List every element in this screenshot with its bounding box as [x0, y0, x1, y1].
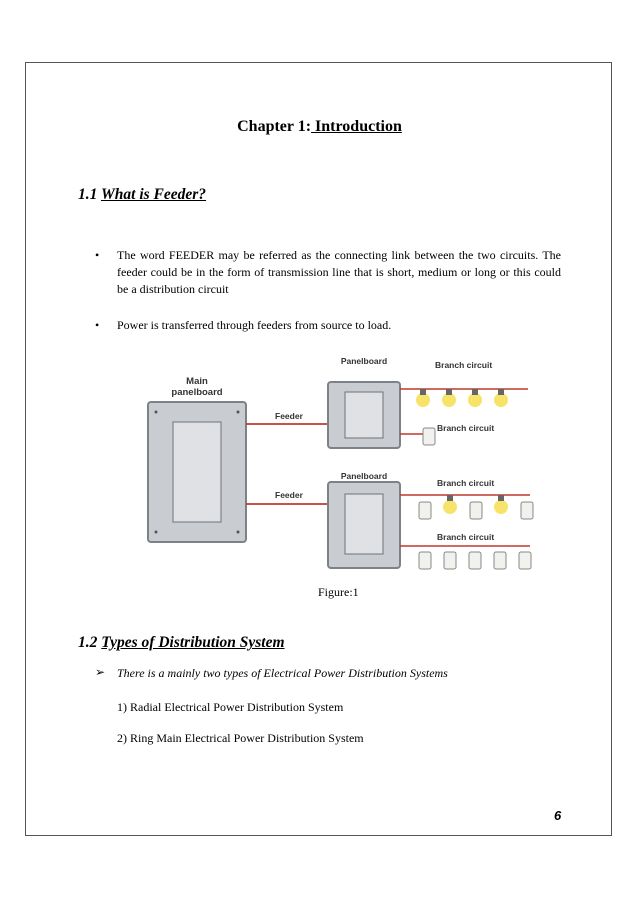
section-2-title: Types of Distribution System — [101, 634, 285, 651]
panelboard-bottom-label: Panelboard — [340, 471, 388, 481]
outlet-icon — [419, 502, 533, 519]
numbered-item: 2) Ring Main Electrical Power Distribution System — [117, 731, 364, 745]
section-2-number: 1.2 — [78, 634, 102, 651]
bullet-icon: • — [95, 318, 100, 332]
branch-circuit-label: Branch circuit — [437, 423, 495, 433]
chapter-title: Introduction — [311, 118, 402, 135]
main-panelboard-label: Main — [186, 376, 208, 387]
figure-caption: Figure:1 — [318, 585, 359, 599]
section-1-title: What is Feeder? — [100, 186, 207, 203]
section-1-number: 1.1 — [78, 186, 101, 203]
panelboard-top-label: Panelboard — [340, 356, 388, 366]
chapter-prefix: Chapter 1: — [237, 118, 312, 135]
feeder-label-bottom: Feeder — [275, 490, 303, 500]
section-heading-2 — [78, 634, 285, 652]
feeder-label-top: Feeder — [275, 411, 303, 421]
arrow-bullet-text: There is a mainly two types of Electrical Power Distribution Systems — [117, 666, 448, 680]
main-panelboard-label-2: panelboard — [171, 387, 223, 398]
chapter-heading — [0, 118, 639, 136]
page-number: 6 — [554, 808, 562, 823]
numbered-item: 1) Radial Electrical Power Distribution System — [117, 700, 344, 714]
main-panel-door — [173, 422, 221, 522]
bullet-text: Power is transferred through feeders from source to load. — [117, 318, 392, 332]
branch-circuit-label: Branch circuit — [435, 360, 493, 370]
bullet-text: The word FEEDER may be referred as the connecting link between the two circuits. The feeder could be in the form of transmission line that is short, medium or long or this could be a distribution circuit — [117, 248, 561, 296]
section-heading-1 — [78, 186, 206, 204]
branch-circuit-label: Branch circuit — [437, 478, 495, 488]
bullet-icon: • — [95, 248, 100, 262]
branch-circuit-label: Branch circuit — [437, 532, 495, 542]
outlet-icon — [419, 552, 531, 569]
light-bulb-icon — [416, 389, 508, 407]
feeder-diagram — [145, 352, 540, 582]
outlet-icon — [423, 428, 435, 445]
arrow-bullet-icon: ➢ — [95, 665, 106, 679]
